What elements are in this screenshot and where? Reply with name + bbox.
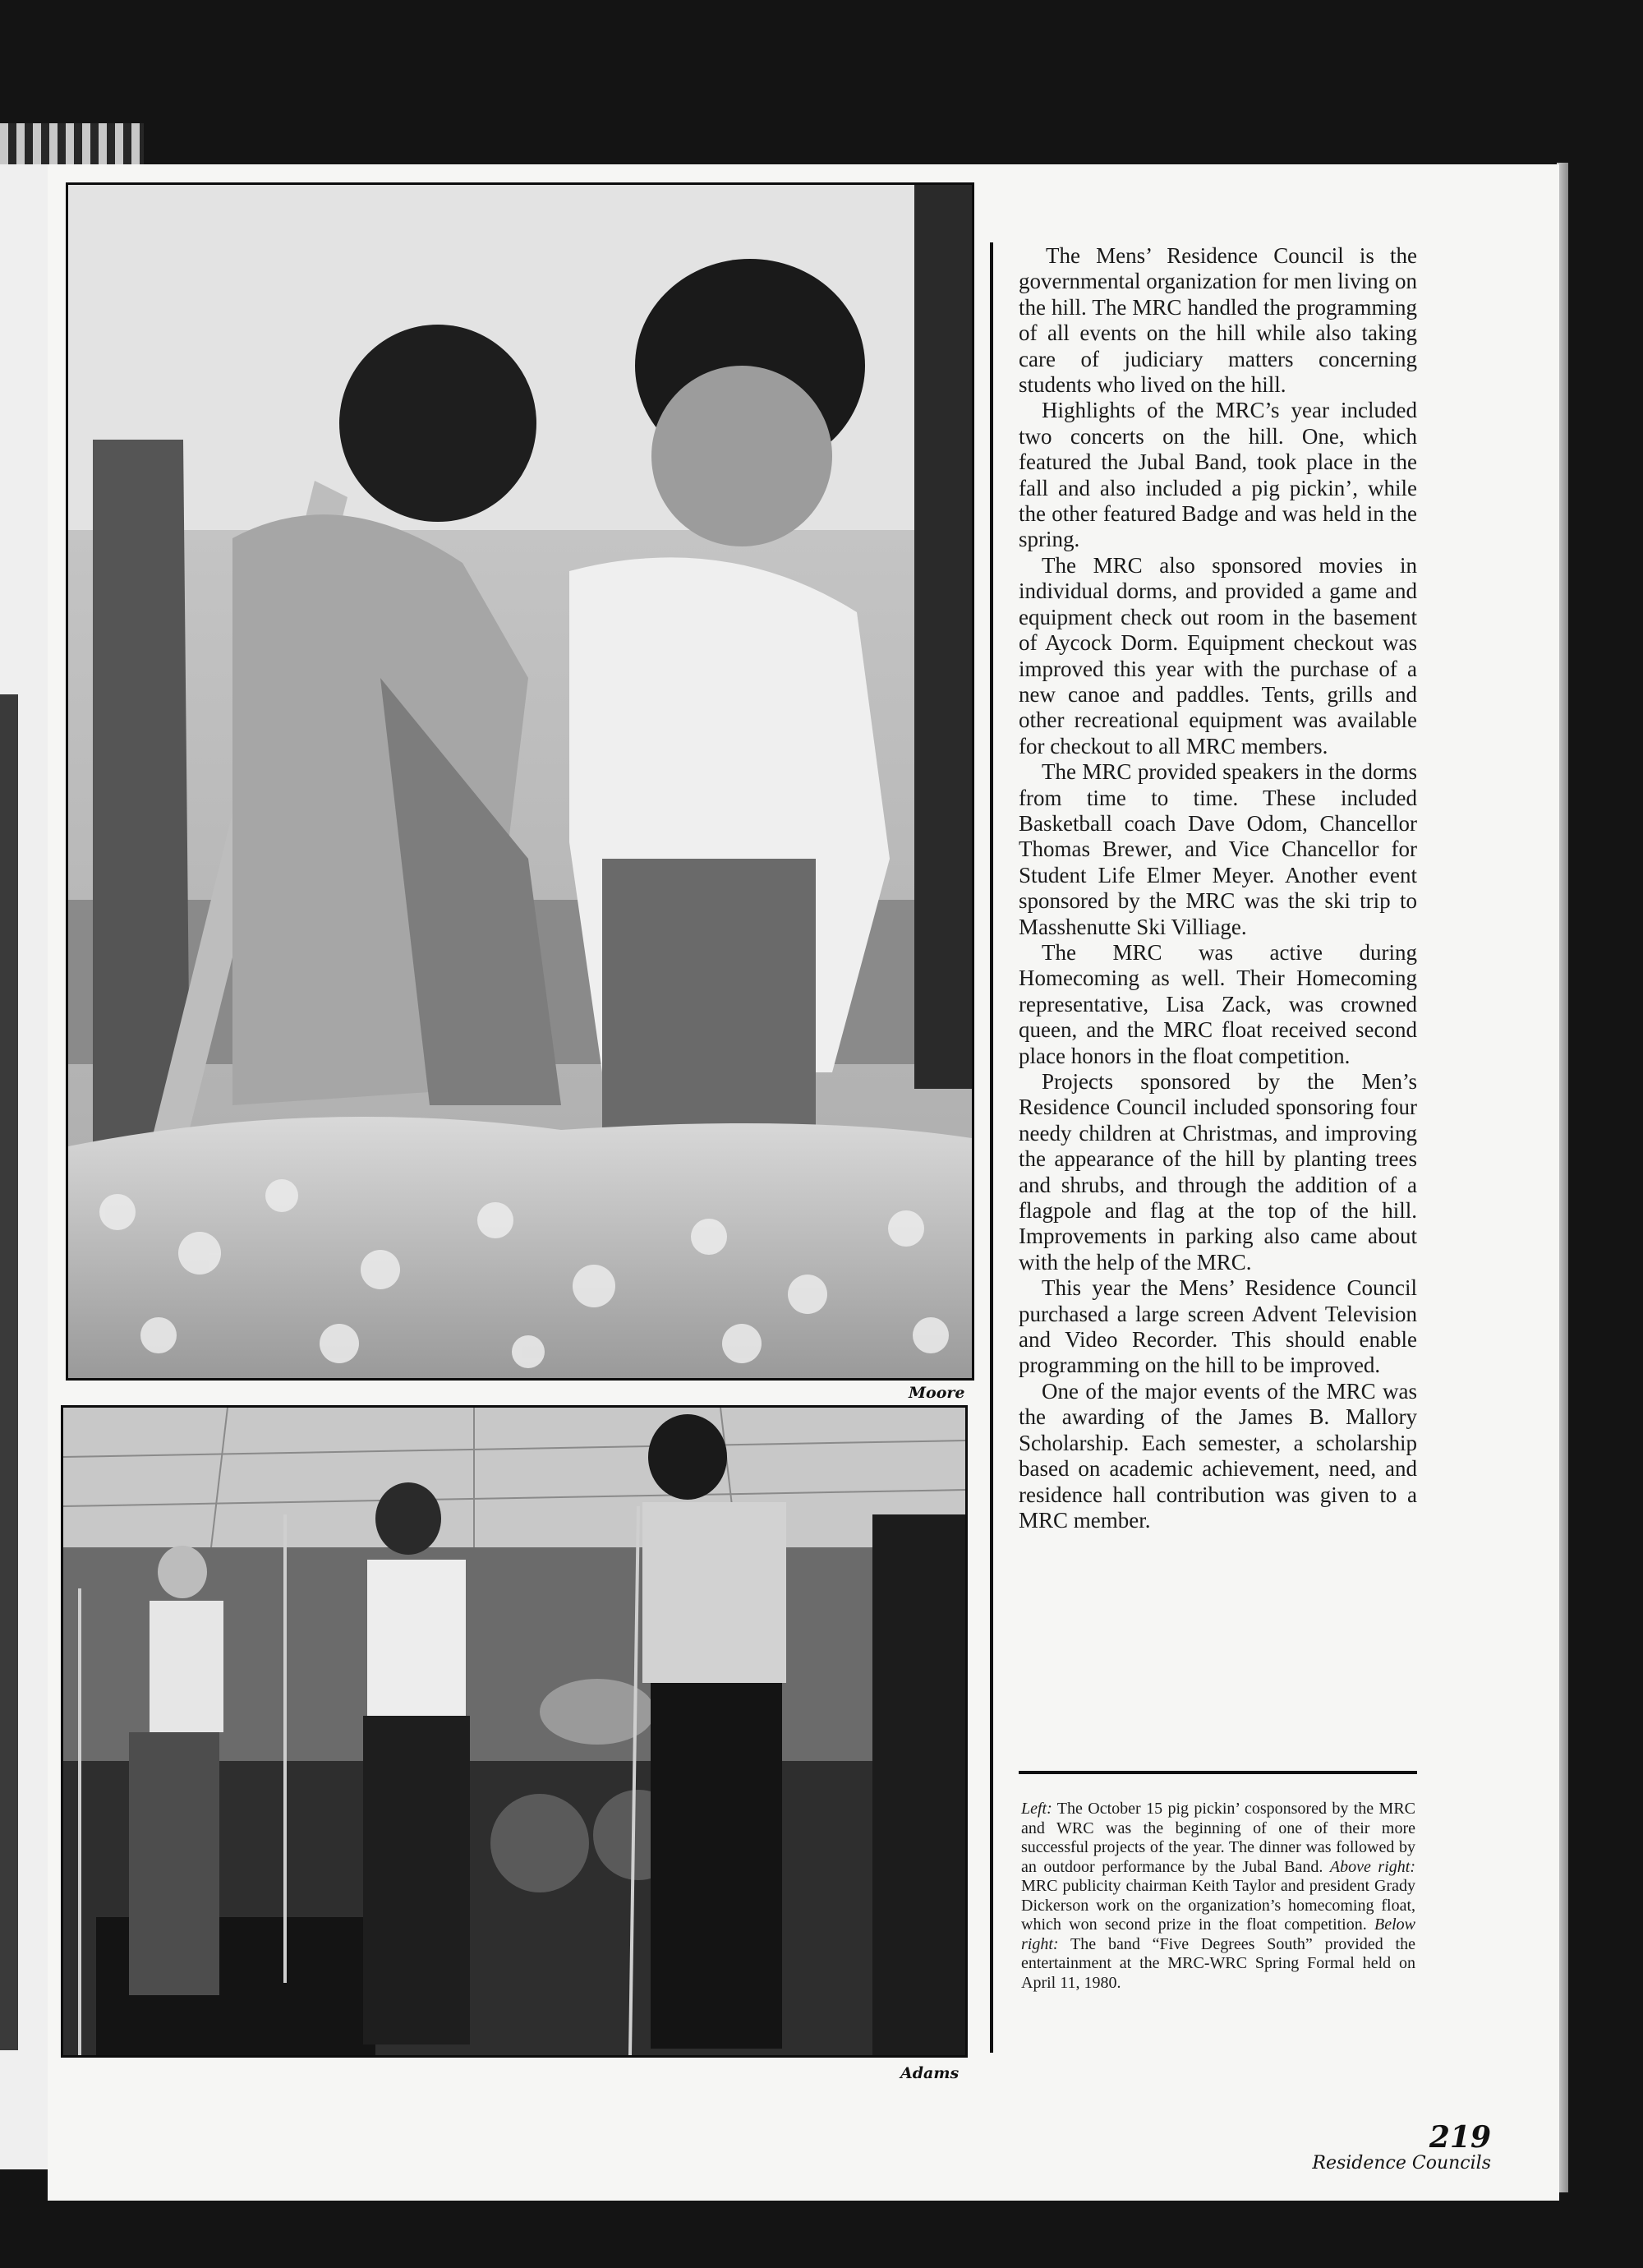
- paragraph: One of the major events of the MRC was the awarding of the James B. Mallory Scholarship. Each semester, a scholarship based on academic achievement, need, and residence hall contribution was given to a MRC member.: [1019, 1378, 1417, 1533]
- caption-text-left: The October 15 pig pickin’ cosponsored by the MRC and WRC was the beginning of one of their more successful projects of the year. The dinner was followed by an outdoor performance by the Jubal Band.: [1021, 1800, 1415, 1876]
- paragraph: The MRC also sponsored movies in individual dorms, and provided a game and equipment check out room in the basement of Aycock Dorm. Equipment checkout was improved this year with the purchase of a new canoe and paddles. Tents, grills and other recreational equipment was available for checkout to all MRC members.: [1019, 552, 1417, 758]
- paragraph: This year the Mens’ Residence Council purchased a large screen Advent Television and Video Recorder. This should enable programming on the hill to be improved.: [1019, 1275, 1417, 1378]
- photo-float-building: [66, 182, 974, 1381]
- caption-lead-above-right: Above right:: [1329, 1857, 1415, 1876]
- paragraph: The MRC provided speakers in the dorms from time to time. These included Basketball coach Dave Odom, Chancellor Thomas Brewer, and Vice Chancellor for Student Life Elmer Meyer. Another event sponsored by the MRC was the ski trip to Masshenutte Ski Villiage.: [1019, 759, 1417, 939]
- caption-lead-left: Left:: [1021, 1800, 1052, 1818]
- facing-page-photo-edge: [0, 694, 18, 2050]
- caption-lead-below-right: Below right:: [1021, 1915, 1415, 1953]
- caption-text-above-right: MRC publicity chairman Keith Taylor and president Grady Dickerson work on the organization’s homecoming float, which won second prize in the float competition.: [1021, 1877, 1415, 1934]
- photo-band-performance: [61, 1405, 968, 2058]
- photo-credit-bottom: Adams: [900, 2064, 960, 2082]
- paragraph: The MRC was active during Homecoming as well. Their Homecoming representative, Lisa Zack, was crowned queen, and the MRC float received second place honors in the float competition.: [1019, 939, 1417, 1068]
- paragraph: Projects sponsored by the Men’s Residence Council included sponsoring four needy children at Christmas, and improving the appearance of the hill by planting trees and shrubs, and through the addition of a flagpole and flag at the top of the hill. Improvements in parking also came about with the help of the MRC.: [1019, 1069, 1417, 1275]
- paragraph: Highlights of the MRC’s year included two concerts on the hill. One, which featured the Jubal Band, took place in the fall and also included a pig pickin’, while the other featured Badge and was held in the spring.: [1019, 398, 1417, 552]
- caption-rule: [1019, 1771, 1417, 1774]
- paragraph: The Mens’ Residence Council is the governmental organization for men living on the hill. The MRC handled the programming of all events on the hill while also taking care of judiciary matters concerning students who lived on the hill.: [1019, 243, 1417, 398]
- page-folio: [1312, 2122, 1491, 2174]
- page-number: 219: [1429, 2120, 1491, 2155]
- caption-text-below-right: The band “Five Degrees South” provided the entertainment at the MRC-WRC Spring Formal held on April 11, 1980.: [1021, 1934, 1415, 1992]
- section-name: Residence Councils: [1312, 2153, 1491, 2174]
- column-rule: [990, 242, 993, 2053]
- article-body: [1019, 243, 1417, 1533]
- photo-credit-top: Moore: [909, 1384, 965, 1402]
- photo-caption: [1021, 1800, 1415, 1993]
